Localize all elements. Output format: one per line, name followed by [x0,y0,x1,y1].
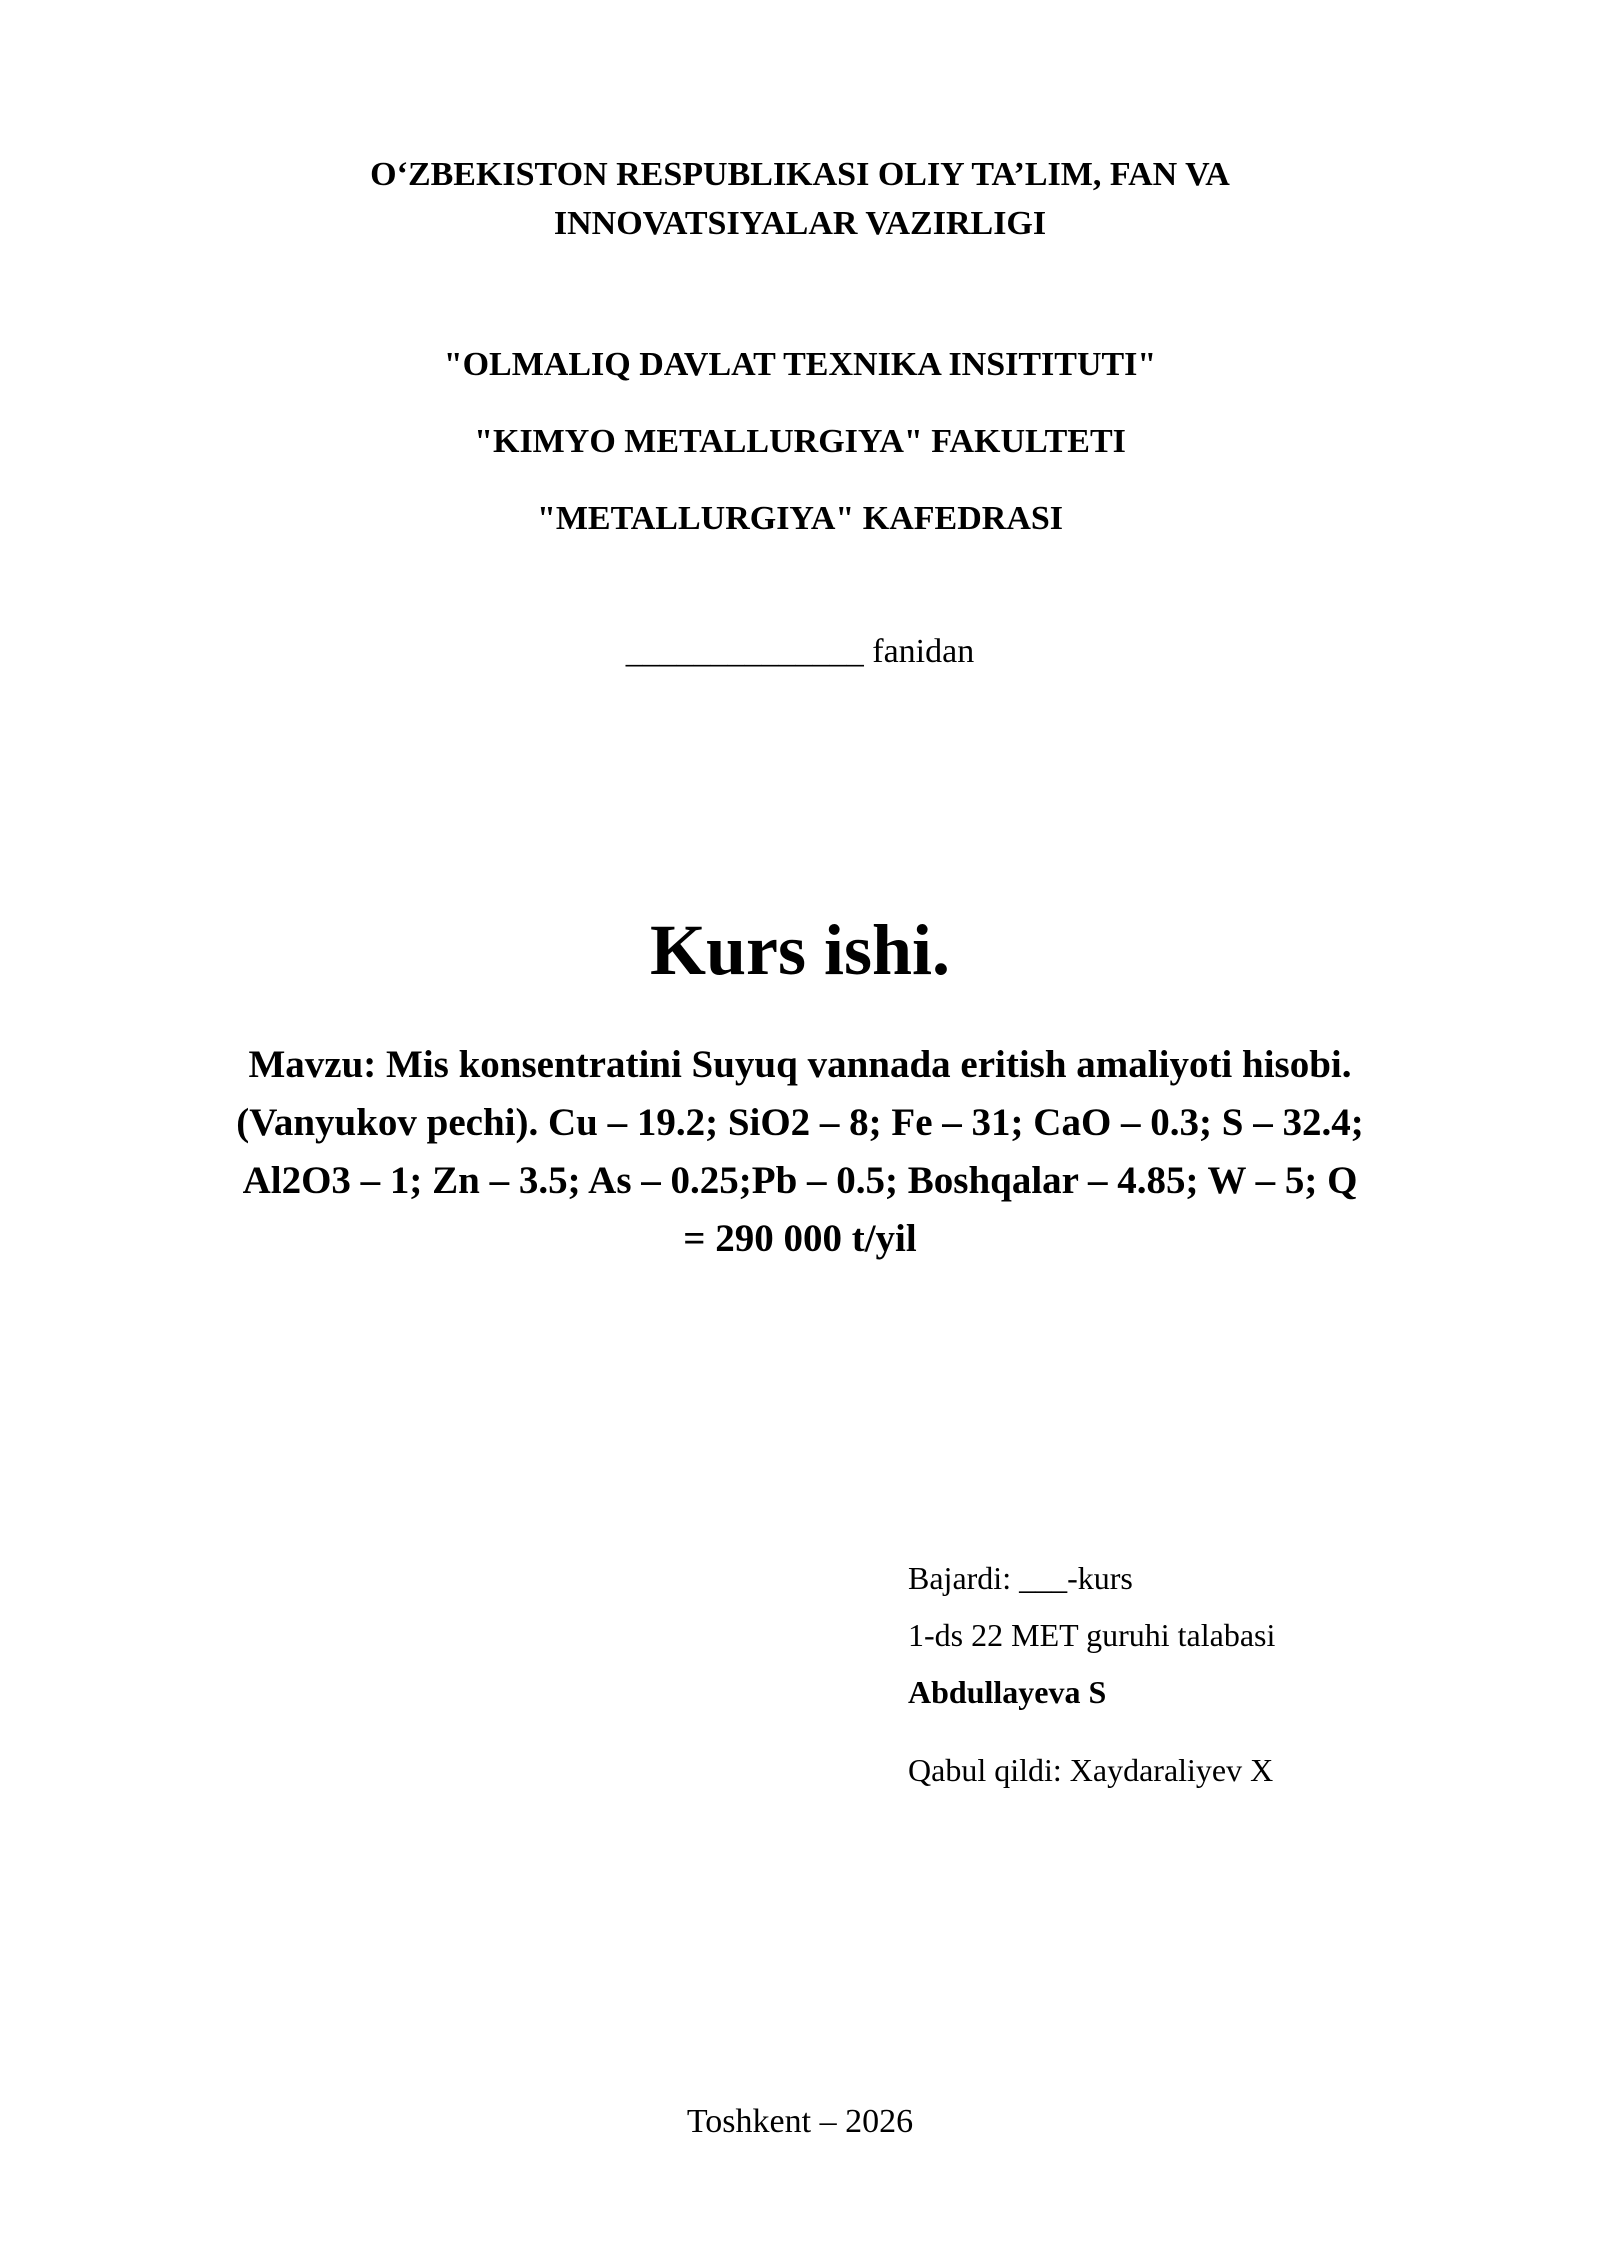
document-title: Kurs ishi. [649,910,951,990]
student-group: 1-ds 22 MET guruhi talabasi [908,1617,1276,1653]
subject-line: ______________ fanidan [625,633,975,670]
topic-block [230,1036,1370,1268]
topic-line-3: Al2O3 – 1; Zn – 3.5; As – 0.25;Pb – 0.5; Boshqalar – 4.85; W – 5; Q [242,1159,1358,1202]
department-name: "METALLURGIYA" KAFEDRASI [536,500,1064,537]
performed-by: Bajardi: ___-kurs [908,1560,1133,1596]
ministry-line-1: O‘ZBEKISTON RESPUBLIKASI OLIY TA’LIM, FAN VA [370,156,1230,193]
institute-name: "OLMALIQ DAVLAT TEXNIKA INSITITUTI" [443,346,1157,383]
topic-line-2: (Vanyukov pechi). Cu – 19.2; SiO2 – 8; Fe – 31; CaO – 0.3; S – 32.4; [236,1101,1364,1144]
ministry-heading [0,150,1600,248]
student-name: Abdullayeva S [908,1674,1107,1710]
accepted-by: Qabul qildi: Xaydaraliyev X [908,1752,1274,1788]
topic-line-1: Mavzu: Mis konsentratini Suyuq vannada eritish amaliyoti hisobi. [248,1043,1352,1086]
ministry-line-2: INNOVATSIYALAR VAZIRLIGI [553,205,1047,242]
city-year: Toshkent – 2026 [686,2103,914,2140]
topic-line-4: = 290 000 t/yil [683,1217,917,1260]
faculty-name: "KIMYO METALLURGIYA" FAKULTETI [474,423,1126,460]
